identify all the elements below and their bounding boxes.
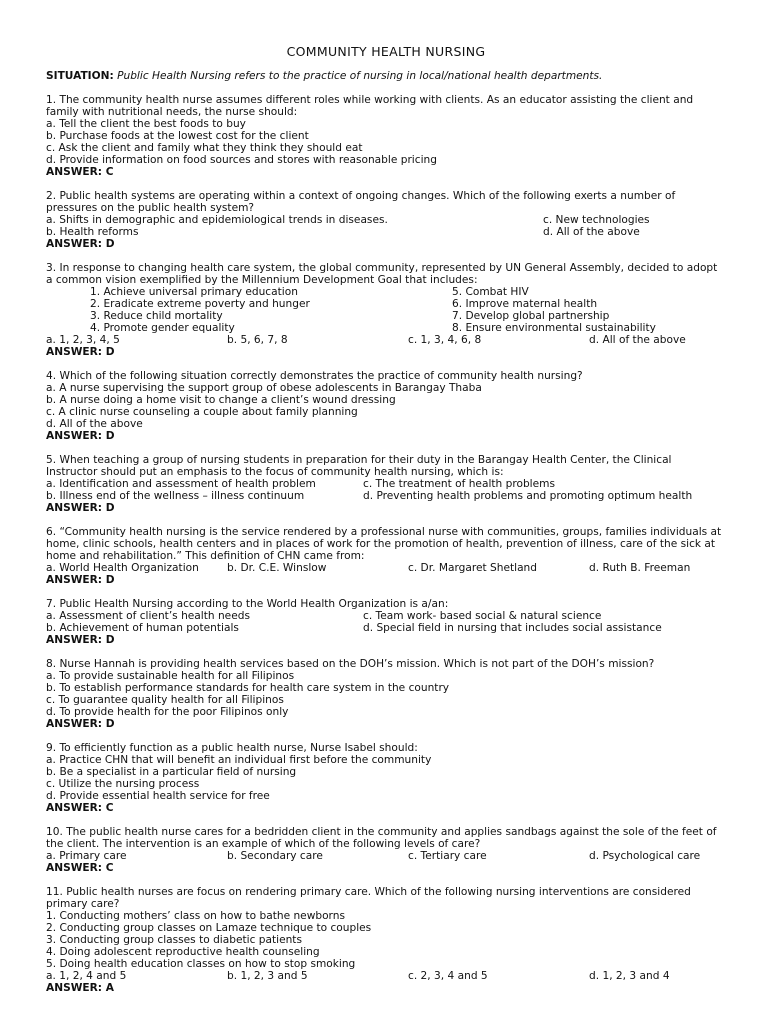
option: d. All of the above	[543, 226, 640, 238]
answer: ANSWER: A	[46, 982, 114, 994]
option: c. 2, 3, 4 and 5	[408, 970, 488, 982]
option: d. Special field in nursing that includes social assistance	[363, 622, 662, 634]
list-item: 6. Improve maternal health	[452, 298, 598, 310]
list-item: 1. Conducting mothers’ class on how to bathe newborns	[46, 910, 345, 922]
question-1	[46, 94, 726, 178]
option: c. New technologies	[543, 214, 650, 226]
option: b. 1, 2, 3 and 5	[227, 970, 308, 982]
option: d. 1, 2, 3 and 4	[589, 970, 670, 982]
question-8	[46, 658, 726, 730]
list-item: 2. Eradicate extreme poverty and hunger	[90, 298, 310, 310]
question-stem: 4. Which of the following situation correctly demonstrates the practice of community health nursing?	[46, 370, 583, 382]
answer: ANSWER: C	[46, 802, 114, 814]
list-item: 5. Doing health education classes on how to stop smoking	[46, 958, 356, 970]
question-stem: 7. Public Health Nursing according to the World Health Organization is a/an:	[46, 598, 449, 610]
list-item: 3. Reduce child mortality	[90, 310, 223, 322]
question-stem: 1. The community health nurse assumes different roles while working with clients. As an educator assisting the client and family with nutritional needs, the nurse should:	[46, 94, 694, 118]
option: c. Utilize the nursing process	[46, 778, 200, 790]
answer: ANSWER: D	[46, 346, 115, 358]
option: a. Tell the client the best foods to buy	[46, 118, 246, 130]
question-stem: 5. When teaching a group of nursing students in preparation for their duty in the Barangay Health Center, the Clinical Instructor should put an emphasis to the focus of community health nursing, which is:	[46, 454, 672, 478]
question-5	[46, 454, 726, 514]
answer: ANSWER: C	[46, 862, 114, 874]
option: c. Tertiary care	[408, 850, 487, 862]
situation-text: Public Health Nursing refers to the practice of nursing in local/national health departments.	[117, 70, 603, 82]
answer: ANSWER: C	[46, 166, 114, 178]
answer: ANSWER: D	[46, 718, 115, 730]
option: b. Be a specialist in a particular field of nursing	[46, 766, 297, 778]
option: a. To provide sustainable health for all Filipinos	[46, 670, 295, 682]
question-6	[46, 526, 726, 586]
option: d. Psychological care	[589, 850, 701, 862]
option: c. The treatment of health problems	[363, 478, 555, 490]
option: d. Preventing health problems and promoting optimum health	[363, 490, 693, 502]
question-stem: 3. In response to changing health care system, the global community, represented by UN General Assembly, decided to adopt a common vision exemplified by the Millennium Development Goal that includes:	[46, 262, 718, 286]
option: b. Dr. C.E. Winslow	[227, 562, 327, 574]
option: c. 1, 3, 4, 6, 8	[408, 334, 482, 346]
answer: ANSWER: D	[46, 238, 115, 250]
option: a. Assessment of client’s health needs	[46, 610, 250, 622]
option: b. Health reforms	[46, 226, 139, 238]
question-2	[46, 190, 726, 250]
option: b. Purchase foods at the lowest cost for the client	[46, 130, 309, 142]
option: a. Shifts in demographic and epidemiological trends in diseases.	[46, 214, 388, 226]
option: b. To establish performance standards for health care system in the country	[46, 682, 450, 694]
answer: ANSWER: D	[46, 574, 115, 586]
option: c. To guarantee quality health for all Filipinos	[46, 694, 284, 706]
question-stem: 11. Public health nurses are focus on rendering primary care. Which of the following nursing interventions are considered primary care?	[46, 886, 691, 910]
question-9	[46, 742, 726, 814]
option: d. Provide information on food sources and stores with reasonable pricing	[46, 154, 437, 166]
option: a. World Health Organization	[46, 562, 199, 574]
list-item: 8. Ensure environmental sustainability	[452, 322, 656, 334]
question-4	[46, 370, 726, 442]
option: c. A clinic nurse counseling a couple about family planning	[46, 406, 358, 418]
question-10	[46, 826, 726, 874]
question-7	[46, 598, 726, 646]
question-stem: 6. “Community health nursing is the service rendered by a professional nurse with communities, groups, families individuals at home, clinic schools, health centers and in places of work for the promotion of health, prevention of illness, care of the sick at home and rehabilitation.” This definition of CHN came from:	[46, 526, 722, 562]
option: d. All of the above	[46, 418, 143, 430]
list-item: 4. Promote gender equality	[90, 322, 235, 334]
option: b. 5, 6, 7, 8	[227, 334, 288, 346]
list-item: 3. Conducting group classes to diabetic patients	[46, 934, 302, 946]
option: d. Provide essential health service for free	[46, 790, 270, 802]
option: a. Practice CHN that will benefit an individual first before the community	[46, 754, 432, 766]
option: d. All of the above	[589, 334, 686, 346]
option: b. Illness end of the wellness – illness continuum	[46, 490, 305, 502]
option: a. 1, 2, 3, 4, 5	[46, 334, 120, 346]
question-stem: 10. The public health nurse cares for a bedridden client in the community and applies sandbags against the sole of the feet of the client. The intervention is an example of which of the following levels of care?	[46, 826, 717, 850]
answer: ANSWER: D	[46, 502, 115, 514]
question-stem: 9. To efficiently function as a public health nurse, Nurse Isabel should:	[46, 742, 418, 754]
list-item: 1. Achieve universal primary education	[90, 286, 298, 298]
list-item: 7. Develop global partnership	[452, 310, 610, 322]
document-page	[46, 46, 726, 1006]
option: c. Ask the client and family what they think they should eat	[46, 142, 363, 154]
list-item: 5. Combat HIV	[452, 286, 529, 298]
document-title: COMMUNITY HEALTH NURSING	[286, 44, 486, 59]
list-item: 2. Conducting group classes on Lamaze technique to couples	[46, 922, 372, 934]
question-3	[46, 262, 726, 358]
option: c. Team work- based social & natural science	[363, 610, 602, 622]
question-stem: 2. Public health systems are operating within a context of ongoing changes. Which of the following exerts a number of pressures on the public health system?	[46, 190, 676, 214]
option: d. To provide health for the poor Filipinos only	[46, 706, 289, 718]
situation-label: SITUATION:	[46, 70, 114, 82]
option: a. Identification and assessment of health problem	[46, 478, 316, 490]
option: a. Primary care	[46, 850, 127, 862]
answer: ANSWER: D	[46, 634, 115, 646]
option: c. Dr. Margaret Shetland	[408, 562, 537, 574]
question-11	[46, 886, 726, 994]
answer: ANSWER: D	[46, 430, 115, 442]
option: d. Ruth B. Freeman	[589, 562, 691, 574]
question-stem: 8. Nurse Hannah is providing health services based on the DOH’s mission. Which is not part of the DOH’s mission?	[46, 658, 655, 670]
option: b. A nurse doing a home visit to change a client’s wound dressing	[46, 394, 396, 406]
option: a. A nurse supervising the support group of obese adolescents in Barangay Thaba	[46, 382, 482, 394]
option: b. Secondary care	[227, 850, 323, 862]
option: a. 1, 2, 4 and 5	[46, 970, 127, 982]
option: b. Achievement of human potentials	[46, 622, 239, 634]
list-item: 4. Doing adolescent reproductive health counseling	[46, 946, 320, 958]
situation-paragraph	[46, 70, 726, 82]
